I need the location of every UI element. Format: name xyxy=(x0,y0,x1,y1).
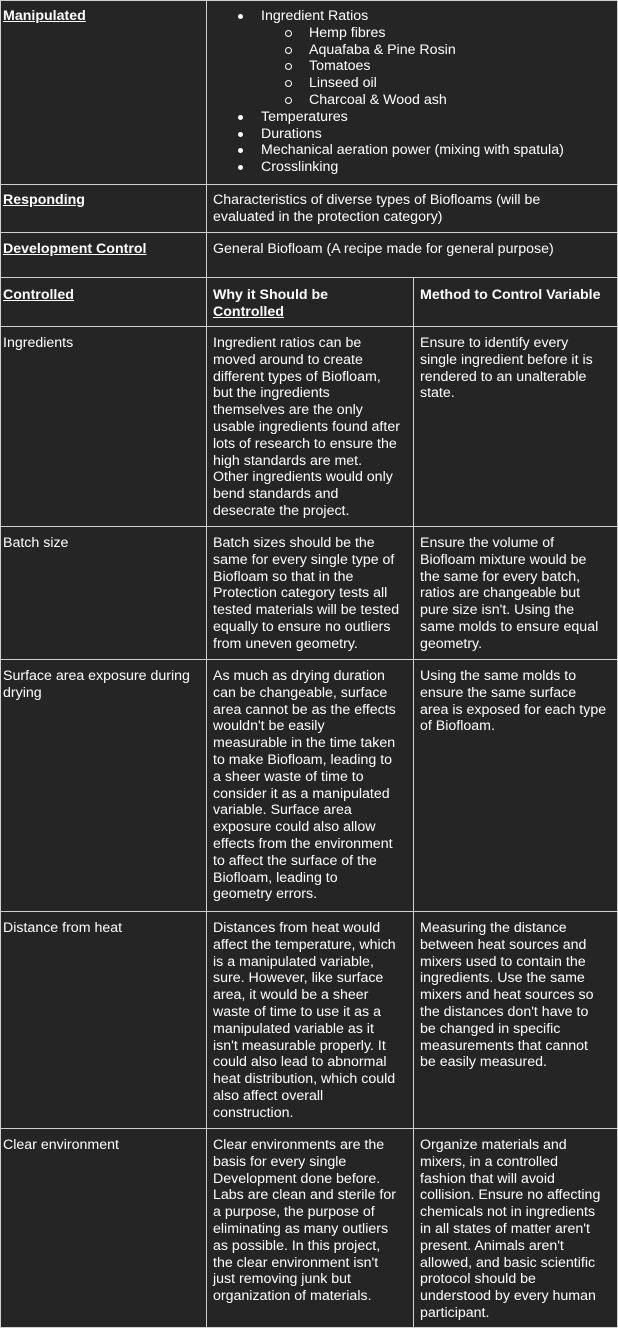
text-line: area is exposed for each type xyxy=(420,701,607,718)
text-line: Distance from heat xyxy=(3,920,123,936)
text-line: Surface area exposure during xyxy=(3,668,190,684)
text-line: consider it as a manipulated xyxy=(213,785,390,802)
text-line: Biofloam mixture would be xyxy=(420,551,587,568)
list-item: Durations xyxy=(211,126,564,143)
text-line: bend standards and xyxy=(213,486,339,503)
method-text xyxy=(420,920,594,1071)
text-line: as possible. In this project, xyxy=(213,1237,381,1254)
text-line: the clear environment isn't xyxy=(213,1254,379,1271)
text-line: geometry errors. xyxy=(213,886,318,903)
text-line: be changed in specific xyxy=(420,1020,561,1037)
text-line: ensure the same surface xyxy=(420,684,577,701)
list-item: Hemp fibres xyxy=(261,25,564,42)
why-controlled-text xyxy=(213,535,399,653)
text-line: affect the temperature, which xyxy=(213,936,396,953)
text-line: Measuring the distance xyxy=(420,920,567,936)
text-line: ingredients. Use the same xyxy=(420,970,585,987)
text-line: is a manipulated variable, xyxy=(213,953,374,970)
text-line: Organize materials and xyxy=(420,1137,567,1153)
manipulated-label: Manipulated xyxy=(3,8,86,24)
why-controlled-text xyxy=(213,335,400,520)
text-line: Protection category tests all xyxy=(213,585,388,602)
row-divider xyxy=(0,184,618,185)
text-line: also affect overall xyxy=(213,1087,324,1104)
text-line: to affect the surface of the xyxy=(213,852,377,869)
text-line: Other ingredients would only xyxy=(213,469,393,486)
method-text xyxy=(420,1137,600,1322)
text-line: geometry. xyxy=(420,635,483,652)
text-line: mixers, in a controlled xyxy=(420,1153,558,1170)
why-controlled-text xyxy=(213,920,396,1122)
text-line: ratios are changeable but xyxy=(420,585,581,602)
development-control-label: Development Control xyxy=(3,241,147,257)
variable-name xyxy=(3,920,122,937)
variable-name xyxy=(3,535,68,552)
list-item: Crosslinking xyxy=(211,159,564,176)
text-line: sure. However, like surface xyxy=(213,970,384,987)
row-divider xyxy=(0,326,618,327)
text-line: the same for every batch, xyxy=(420,568,581,585)
method-text xyxy=(420,535,598,653)
row-divider xyxy=(0,277,618,278)
row-divider xyxy=(0,911,618,912)
list-item: Ingredient Ratios Hemp fibres Aquafaba & Pine Rosin Tomatoes Linseed oil Charcoal & Wood ash xyxy=(211,8,564,109)
method-text xyxy=(420,668,606,735)
why-controlled-text xyxy=(213,1137,396,1305)
text-line: Using the same molds to xyxy=(420,668,577,684)
text-line: participant. xyxy=(420,1304,490,1321)
text-line: Ingredients xyxy=(3,335,74,351)
column-divider xyxy=(206,0,207,1328)
text-line: mixers and heat sources so xyxy=(420,987,594,1004)
development-control-text: General Biofloam (A recipe made for general purpose) xyxy=(213,241,554,257)
method-text xyxy=(420,335,593,402)
text-line: rendered to an unalterable xyxy=(420,368,587,385)
text-line: Labs are clean and sterile for xyxy=(213,1187,396,1204)
text-line: just removing junk but xyxy=(213,1271,352,1288)
text-line: to make Biofloam, leading to xyxy=(213,751,393,768)
text-line: Biofloam so that in the xyxy=(213,568,354,585)
row-divider xyxy=(0,526,618,527)
text-line: Ensure to identify every xyxy=(420,335,569,351)
row-divider xyxy=(0,659,618,660)
text-line: state. xyxy=(420,385,455,402)
text-line: Development done before. xyxy=(213,1170,381,1187)
why-controlled-text xyxy=(213,668,396,903)
column-divider xyxy=(413,277,414,1328)
text-line: between heat sources and xyxy=(420,936,587,953)
text-line: area cannot be as the effects xyxy=(213,701,396,718)
text-line: mixers used to contain the xyxy=(420,953,586,970)
list-item: Charcoal & Wood ash xyxy=(261,92,564,109)
text-line: in all states of matter aren't xyxy=(420,1220,590,1237)
text-line: basis for every single xyxy=(213,1153,347,1170)
text-line: heat distribution, which could xyxy=(213,1071,396,1088)
text-line: eliminating as many outliers xyxy=(213,1220,389,1237)
text-line: a purpose, the purpose of xyxy=(213,1204,375,1221)
text-line: Ingredient ratios can be xyxy=(213,335,362,351)
text-line: manipulated variable as it xyxy=(213,1020,374,1037)
text-line: could also lead to abnormal xyxy=(213,1054,387,1071)
text-line: organization of materials. xyxy=(213,1288,372,1305)
text-line: area, it would be a sheer xyxy=(213,987,369,1004)
text-line: As much as drying duration xyxy=(213,668,385,684)
text-line: high standards are met. xyxy=(213,452,363,469)
text-line: pure size isn't. Using the xyxy=(420,602,575,619)
list-item: Tomatoes xyxy=(261,58,564,75)
text-line: a sheer waste of time to xyxy=(213,768,364,785)
text-line: measurements that cannot xyxy=(420,1037,588,1054)
column-divider xyxy=(0,0,1,1328)
text-line: waste of time to use it as a xyxy=(213,1003,381,1020)
text-line: drying xyxy=(3,684,42,701)
row-divider xyxy=(0,232,618,233)
text-line: fashion that will avoid xyxy=(420,1170,555,1187)
list-item: Mechanical aeration power (mixing with spatula) xyxy=(211,142,564,159)
text-line: collision. Ensure no affecting xyxy=(420,1187,601,1204)
text-line: of Biofloam. xyxy=(420,718,495,735)
method-header: Method to Control Variable xyxy=(420,287,601,303)
text-line: the distances don't have to xyxy=(420,1003,589,1020)
responding-text: Characteristics of diverse types of Biofloams (will be evaluated in the protection category) xyxy=(213,192,541,225)
text-line: variable. Surface area xyxy=(213,802,352,819)
text-line: present. Animals aren't xyxy=(420,1237,564,1254)
text-line: single ingredient before it is xyxy=(420,351,593,368)
text-line: be easily measured. xyxy=(420,1054,547,1071)
text-line: isn't measurable properly. It xyxy=(213,1037,386,1054)
responding-label: Responding xyxy=(3,192,85,208)
text-line: Batch sizes should be the xyxy=(213,535,375,551)
list-item: Linseed oil xyxy=(261,75,564,92)
list-item: Temperatures xyxy=(211,109,564,126)
controlled-label: Controlled xyxy=(3,287,74,303)
text-line: from uneven geometry. xyxy=(213,635,358,652)
text-line: different types of Biofloam, xyxy=(213,368,381,385)
text-line: can be changeable, surface xyxy=(213,684,388,701)
row-divider xyxy=(0,1128,618,1129)
text-line: allowed, and basic scientific xyxy=(420,1254,596,1271)
text-line: same for every single type of xyxy=(213,551,395,568)
why-controlled-header: Why it Should be Controlled xyxy=(213,287,329,320)
text-line: chemicals not in ingredients xyxy=(420,1204,596,1221)
text-line: lots of research to ensure the xyxy=(213,435,397,452)
text-line: desecrate the project. xyxy=(213,502,350,519)
text-line: moved around to create xyxy=(213,351,363,368)
variable-name xyxy=(3,335,73,352)
text-line: tested materials will be tested xyxy=(213,602,400,619)
text-line: exposure could also allow xyxy=(213,819,376,836)
text-line: equally to ensure no outliers xyxy=(213,618,391,635)
text-line: Ensure the volume of xyxy=(420,535,555,551)
text-line: Batch size xyxy=(3,535,69,551)
variable-name xyxy=(3,1137,119,1154)
text-line: Clear environment xyxy=(3,1137,119,1153)
text-line: wouldn't be easily xyxy=(213,718,325,735)
variable-name xyxy=(3,668,190,702)
text-line: but the ingredients xyxy=(213,385,330,402)
text-line: themselves are the only xyxy=(213,402,363,419)
text-line: usable ingredients found after xyxy=(213,418,400,435)
text-line: understood by every human xyxy=(420,1288,596,1305)
text-line: Clear environments are the xyxy=(213,1137,385,1153)
text-line: measurable in the time taken xyxy=(213,735,396,752)
manipulated-list xyxy=(211,8,564,176)
text-line: same molds to ensure equal xyxy=(420,618,599,635)
text-line: Biofloam, leading to xyxy=(213,869,338,886)
text-line: Distances from heat would xyxy=(213,920,381,936)
text-line: construction. xyxy=(213,1104,294,1121)
row-divider xyxy=(0,0,618,1)
text-line: protocol should be xyxy=(420,1271,536,1288)
text-line: effects from the environment xyxy=(213,835,393,852)
list-item: Aquafaba & Pine Rosin xyxy=(261,42,564,59)
